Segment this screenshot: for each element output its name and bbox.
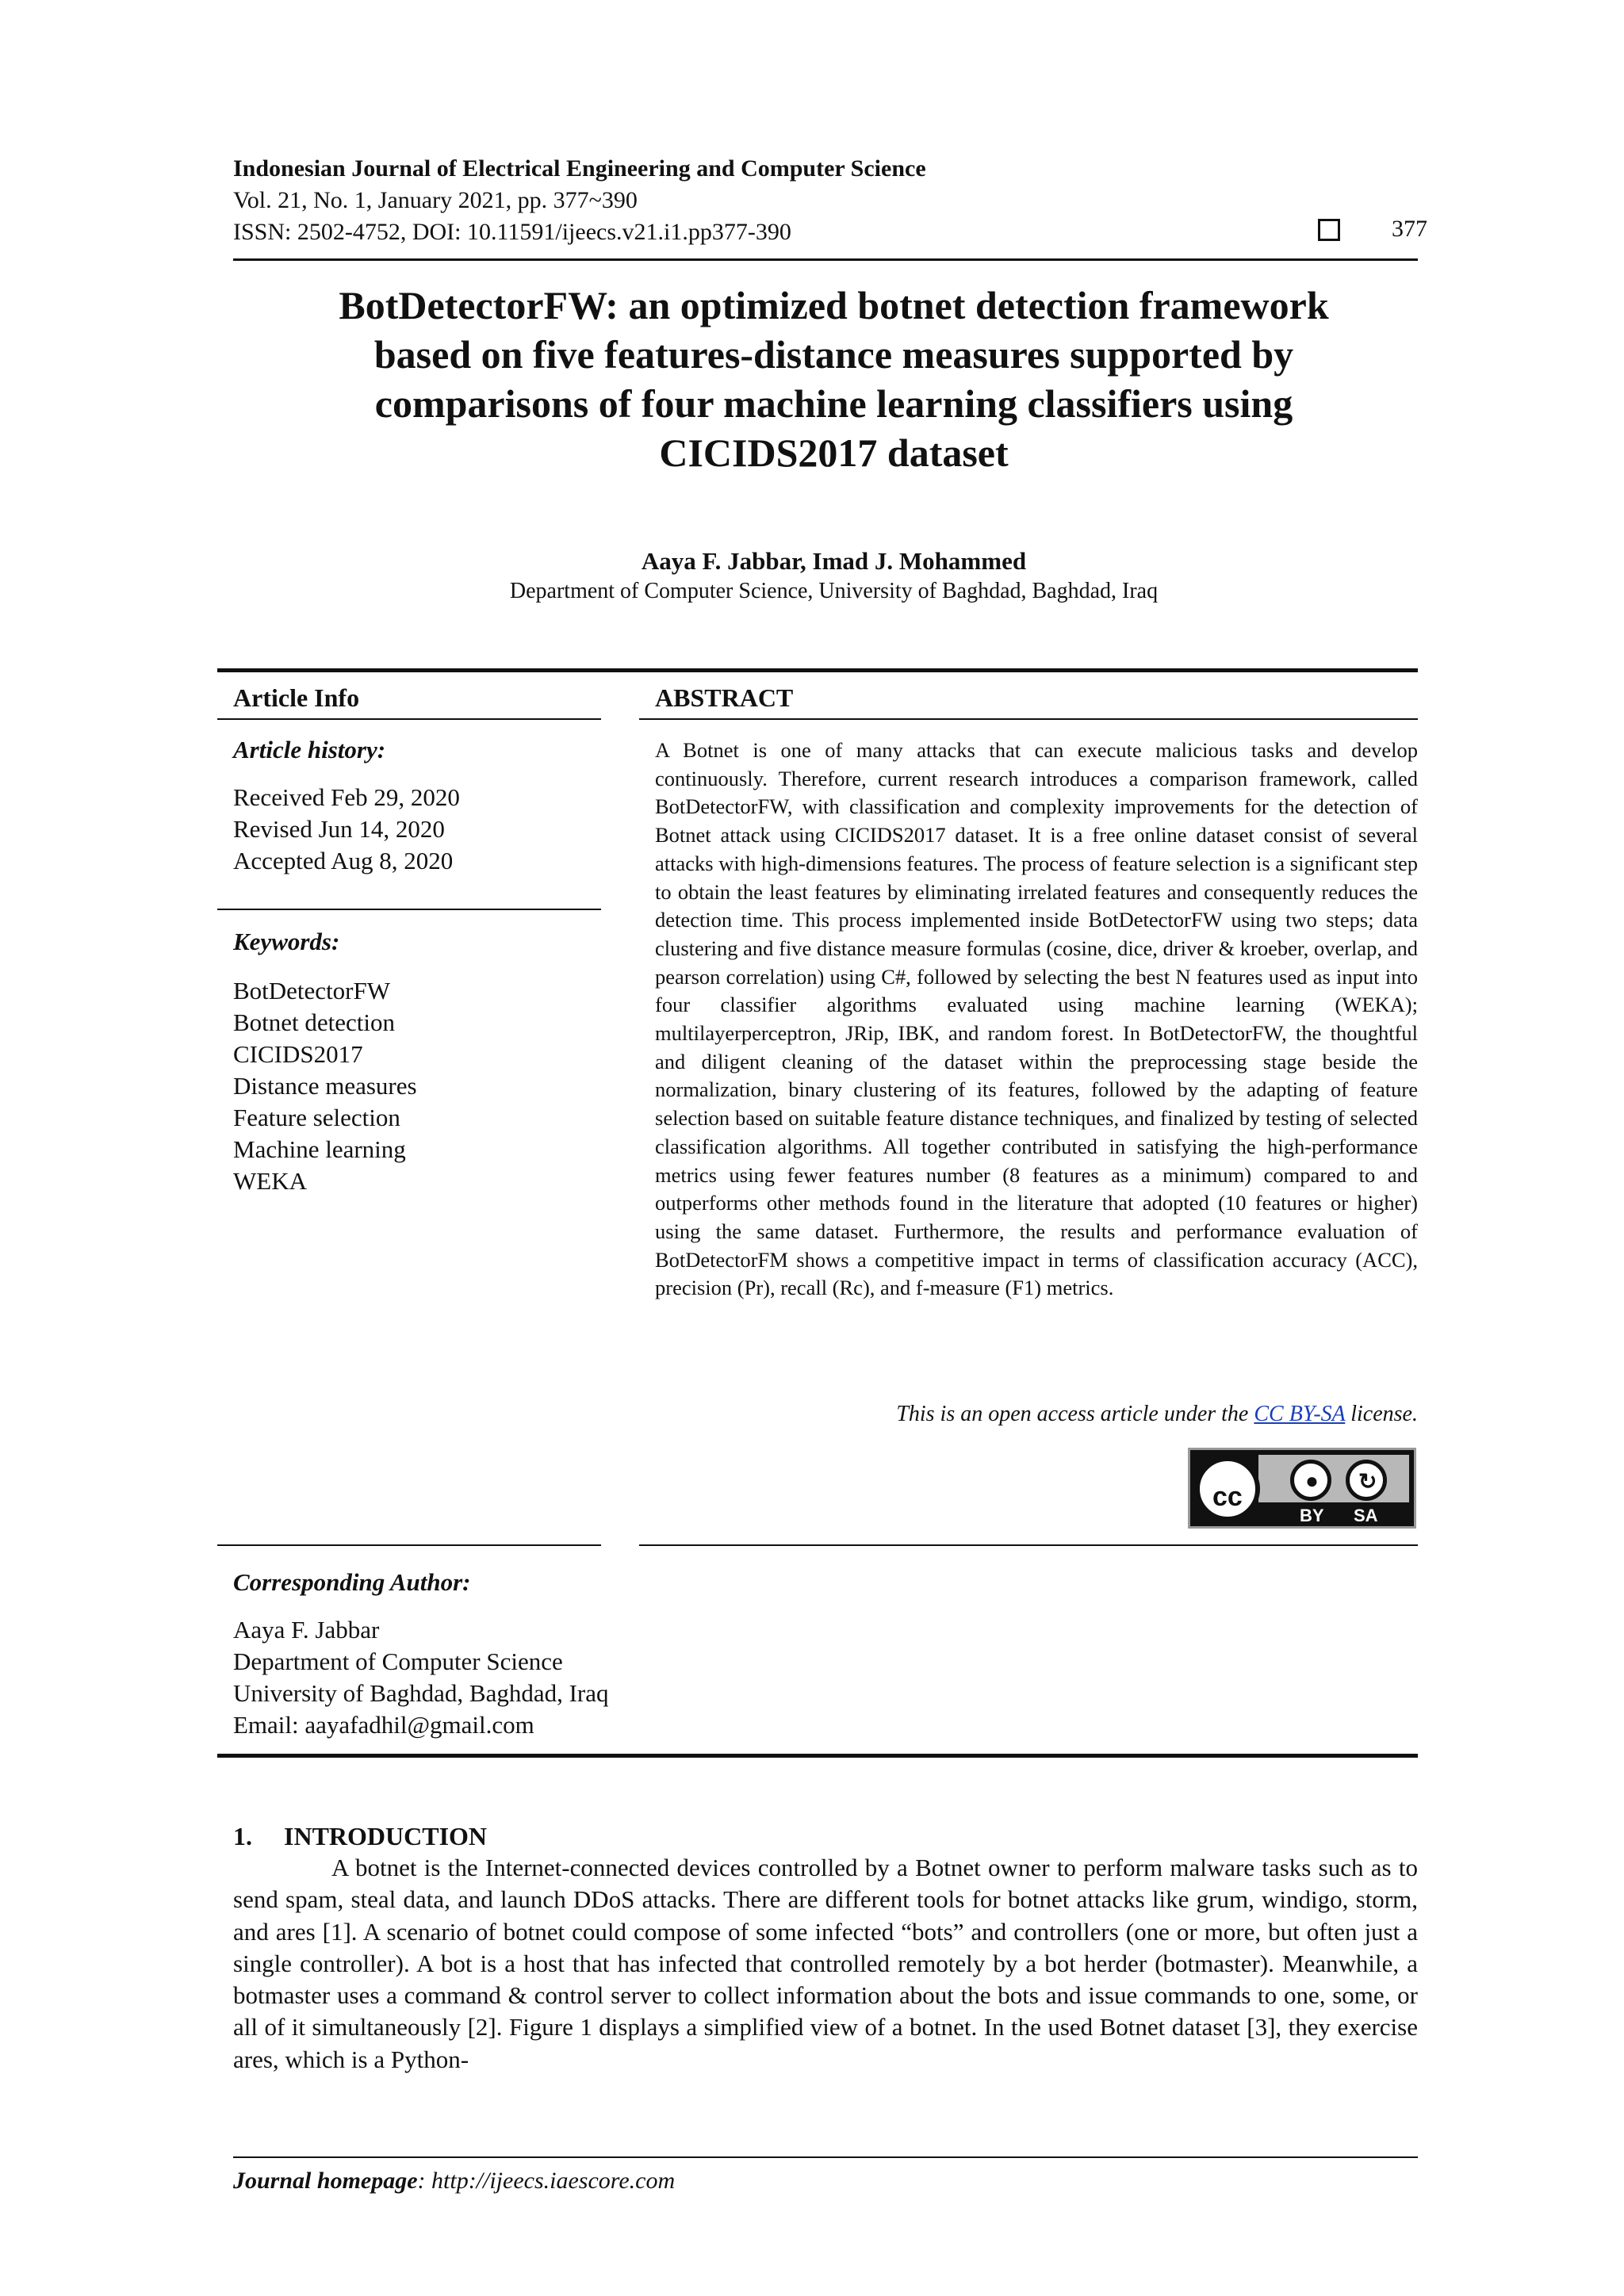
article-history-heading: Article history: (233, 736, 386, 763)
corresponding-line: University of Baghdad, Baghdad, Iraq (233, 1679, 609, 1707)
corresponding-top-rule (217, 1544, 601, 1546)
badge-by-label: BY (1300, 1506, 1324, 1525)
keyword-item: BotDetectorFW (233, 977, 391, 1004)
share-alike-icon (1346, 1460, 1387, 1501)
header-rule (233, 258, 1418, 261)
cc-icon (1195, 1456, 1260, 1521)
paper-title (233, 281, 1434, 477)
title-line: BotDetectorFW: an optimized botnet detection framework (339, 283, 1329, 327)
license-statement (655, 1402, 1418, 1427)
journal-volume: Vol. 21, No. 1, January 2021, pp. 377~390 (233, 187, 638, 213)
corresponding-author (233, 1614, 609, 1741)
footer-rule (233, 2156, 1418, 2158)
corresponding-line: Aaya F. Jabbar (233, 1616, 380, 1644)
keyword-item: Machine learning (233, 1135, 406, 1163)
article-info-heading: Article Info (233, 683, 360, 712)
info-top-rule (217, 668, 1418, 672)
keyword-item: Distance measures (233, 1072, 417, 1100)
title-line: CICIDS2017 dataset (659, 430, 1009, 475)
abstract-text: A Botnet is one of many attacks that can execute malicious tasks and develop continuously. Therefore, current research introduces a comparison framework, called BotDetectorFW, with classification and complexity improvements for the detection of Botnet attack using CICIDS2017 dataset. It is a free online dataset consist of several attacks with high-dimensions features. The process of feature selection is a significant step to obtain the least features by eliminating irrelated features and consequently reduces the detection time. This process implemented inside BotDetectorFW using two steps; data clustering and five distance measure formulas (cosine, dice, driver & kroeber, overlap, and pearson correlation) using C#, followed by selecting the best N features used as input into four classifier algorithms evaluated using machine learning (WEKA); multilayerperceptron, JRip, IBK, and random forest. In BotDetectorFW, the thoughtful and diligent cleaning of the dataset within the preprocessing stage beside the normalization, binary clustering of its features, followed by the adapting of feature selection based on suitable feature distance techniques, and finalized by testing of selected classification algorithms. All together contributed in satisfying the high-performance metrics using fewer features number (8 features as a minimum) compared to and outperforms other methods found in the literature that adopted (10 features or higher) using the same dataset. Furthermore, the results and performance evaluation of BotDetectorFM shows a competitive impact in terms of classification accuracy (ACC), precision (Pr), recall (Rc), and f-measure (F1) metrics. (655, 738, 1418, 1300)
keywords-heading: Keywords: (233, 928, 340, 955)
footer (233, 2168, 675, 2195)
abstract-heading: ABSTRACT (655, 683, 794, 712)
license-link[interactable]: CC BY-SA (1254, 1402, 1346, 1426)
person-glyph: ● (1305, 1468, 1319, 1493)
corresponding-line: Department of Computer Science (233, 1647, 563, 1675)
history-item: Revised Jun 14, 2020 (233, 815, 445, 843)
footer-label: Journal homepage (233, 2168, 418, 2194)
authors: Aaya F. Jabbar, Imad J. Mohammed (641, 547, 1027, 575)
badge-sa-label: SA (1354, 1506, 1378, 1525)
keyword-item: Botnet detection (233, 1008, 396, 1036)
history-item: Received Feb 29, 2020 (233, 783, 460, 811)
introduction-heading: 1. INTRODUCTION (233, 1822, 488, 1850)
history-item: Accepted Aug 8, 2020 (233, 847, 454, 874)
license-suffix: license. (1345, 1402, 1418, 1426)
title-line: based on five features-distance measures supported by (373, 332, 1294, 377)
share-alike-glyph: ↻ (1358, 1469, 1377, 1494)
journal-issn-doi: ISSN: 2502-4752, DOI: 10.11591/ijeecs.v21.i1.pp377-390 (233, 219, 791, 245)
cc-by-sa-badge[interactable] (1188, 1448, 1416, 1529)
keyword-item: Feature selection (233, 1104, 400, 1131)
keyword-item: WEKA (233, 1167, 307, 1195)
abstract-bottom-rule (639, 1544, 1418, 1546)
journal-name: Indonesian Journal of Electrical Engineering and Computer Science (233, 155, 926, 182)
corresponding-line: Email: aayafadhil@gmail.com (233, 1711, 534, 1739)
cc-glyph: cc (1212, 1482, 1243, 1512)
article-history-list (233, 782, 460, 877)
square-icon (1318, 219, 1340, 241)
info-bottom-rule (217, 1754, 1418, 1758)
introduction-text (233, 1852, 1418, 2076)
article-info-rule (217, 718, 601, 720)
corresponding-heading: Corresponding Author: (233, 1568, 471, 1596)
abstract-rule (639, 718, 1418, 720)
history-rule (217, 909, 601, 910)
title-line: comparisons of four machine learning classifiers using (374, 381, 1293, 426)
keywords-list (233, 975, 417, 1197)
license-prefix: This is an open access article under the (896, 1402, 1254, 1426)
journal-homepage-link[interactable]: : http://ijeecs.iaescore.com (417, 2168, 676, 2194)
attribution-icon (1290, 1460, 1331, 1501)
affiliation: Department of Computer Science, University of Baghdad, Baghdad, Iraq (509, 579, 1159, 603)
page-number: 377 (1392, 216, 1427, 242)
keyword-item: CICIDS2017 (233, 1040, 363, 1068)
introduction-paragraph: A botnet is the Internet-connected devices controlled by a Botnet owner to perform malware tasks such as to send spam, steal data, and launch DDoS attacks. There are different tools for botnet attacks like grum, windigo, storm, and ares [1]. A scenario of botnet could compose of some infected “bots” and controllers (one or more, but often just a single controller). A bot is a host that has infected that controlled remotely by a bot herder (botmaster). Meanwhile, a botmaster uses a command & control server to collect information about the bots and issue commands to one, some, or all of it simultaneously [2]. Figure 1 displays a simplified view of a botnet. In the used Botnet dataset [3], they exercise ares, which is a Python- (233, 1854, 1418, 2073)
